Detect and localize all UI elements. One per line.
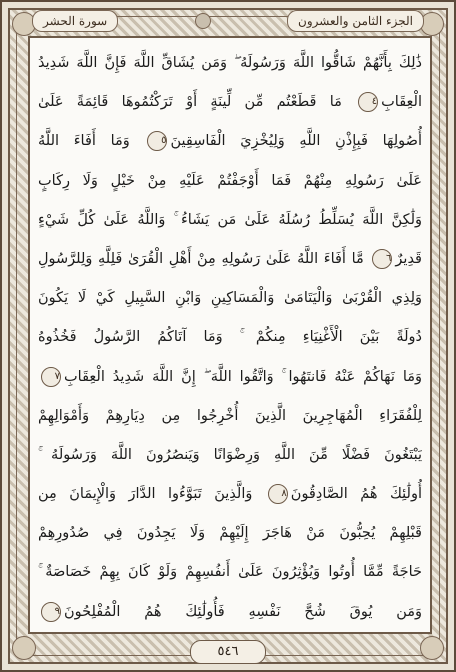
verse-line [38,514,422,553]
ayah-number-marker: ٤ [358,92,378,112]
verse-text: وَمَا أَفَاءَ اللَّهُ [38,133,145,150]
verse-text: دُولَةً بَيْنَ الْأَغْنِيَاءِ مِنكُمْ ۚ وَمَا آتَاكُمُ الرَّسُولُ فَخُذُوهُ [38,329,422,346]
verse-line [38,44,422,83]
verse-text: يَبْتَغُونَ فَضْلًا مِّنَ اللَّهِ وَرِضْوَانًا وَيَنصُرُونَ اللَّهَ وَرَسُولَهُ ۚ [38,446,422,463]
verse-text: حَاجَةً مِّمَّا أُوتُوا وَيُؤْثِرُونَ عَلَىٰ أَنفُسِهِمْ وَلَوْ كَانَ بِهِمْ خَصَاصَةٌ ۚ [38,564,422,581]
verse-line [38,318,422,357]
page-number: ٥٤٦ [190,640,266,664]
verse-text: وَالَّذِينَ تَبَوَّءُوا الدَّارَ وَالْإِيمَانَ مِن [38,486,265,503]
verse-line [38,240,422,279]
corner-ornament-icon [12,636,36,660]
verse-text: قَبْلِهِمْ يُحِبُّونَ مَنْ هَاجَرَ إِلَيْهِمْ وَلَا يَجِدُونَ فِي صُدُورِهِمْ [38,525,422,542]
verse-line [38,397,422,436]
verse-text: وَمَا نَهَاكُمْ عَنْهُ فَانتَهُوا ۚ وَاتَّقُوا اللَّهَ ۖ إِنَّ اللَّهَ شَدِيدُ الْعِقَابِ [64,368,422,385]
verse-text: مَا قَطَعْتُم مِّن لِّينَةٍ أَوْ تَرَكْتُمُوهَا قَائِمَةً عَلَىٰ [38,94,356,111]
verse-text: عَلَىٰ رَسُولِهِ مِنْهُمْ فَمَا أَوْجَفْتُمْ عَلَيْهِ مِنْ خَيْلٍ وَلَا رِكَابٍ [38,172,422,189]
ayah-number-marker: ٩ [41,602,61,622]
page-header [32,10,424,32]
verse-line [38,279,422,318]
verse-line [38,122,422,161]
verse-line [38,436,422,475]
verse-text: أُصُولِهَا فَبِإِذْنِ اللَّهِ وَلِيُخْزِيَ الْفَاسِقِينَ [170,133,422,150]
ayah-number-marker: ٦ [372,249,392,269]
verse-text: الْعِقَابِ [381,94,422,111]
verse-line [38,201,422,240]
verse-text: وَلِذِي الْقُرْبَىٰ وَالْيَتَامَىٰ وَالْمَسَاكِينِ وَابْنِ السَّبِيلِ كَيْ لَا يَكُونَ [38,290,422,307]
surah-title: سورة الحشر [32,10,118,32]
juz-title: الجزء الثامن والعشرون [287,10,424,32]
verse-text: قَدِيرٌ [395,250,422,267]
verse-line [38,358,422,397]
ayah-number-marker: ٨ [268,484,288,504]
verse-text: وَمَن يُوقَ شُحَّ نَفْسِهِ فَأُولَٰئِكَ هُمُ الْمُفْلِحُونَ [64,603,422,620]
ayah-number-marker: ٥ [147,131,167,151]
corner-ornament-icon [420,636,444,660]
verse-line [38,83,422,122]
verse-line [38,553,422,592]
verse-text: مَّا أَفَاءَ اللَّهُ عَلَىٰ رَسُولِهِ مِنْ أَهْلِ الْقُرَىٰ فَلِلَّهِ وَلِلرَّسُولِ [38,250,370,267]
verse-text: وَلَٰكِنَّ اللَّهَ يُسَلِّطُ رُسُلَهُ عَلَىٰ مَن يَشَاءُ ۚ وَاللَّهُ عَلَىٰ كُلِّ شَيْءٍ [38,211,422,228]
verse-text: أُولَٰئِكَ هُمُ الصَّادِقُونَ [290,486,422,503]
verse-text: لِلْفُقَرَاءِ الْمُهَاجِرِينَ الَّذِينَ أُخْرِجُوا مِن دِيَارِهِمْ وَأَمْوَالِهِمْ [38,407,422,424]
verse-text-area [28,36,432,634]
ayah-number-marker: ٧ [41,367,61,387]
verse-line [38,475,422,514]
verse-line [38,593,422,632]
header-medallion-icon [195,13,211,29]
verse-line [38,162,422,201]
verse-text: ذَٰلِكَ بِأَنَّهُمْ شَاقُّوا اللَّهَ وَرَسُولَهُ ۖ وَمَن يُشَاقِّ اللَّهَ فَإِنَّ اللَّهَ شَدِيدُ [38,55,422,71]
